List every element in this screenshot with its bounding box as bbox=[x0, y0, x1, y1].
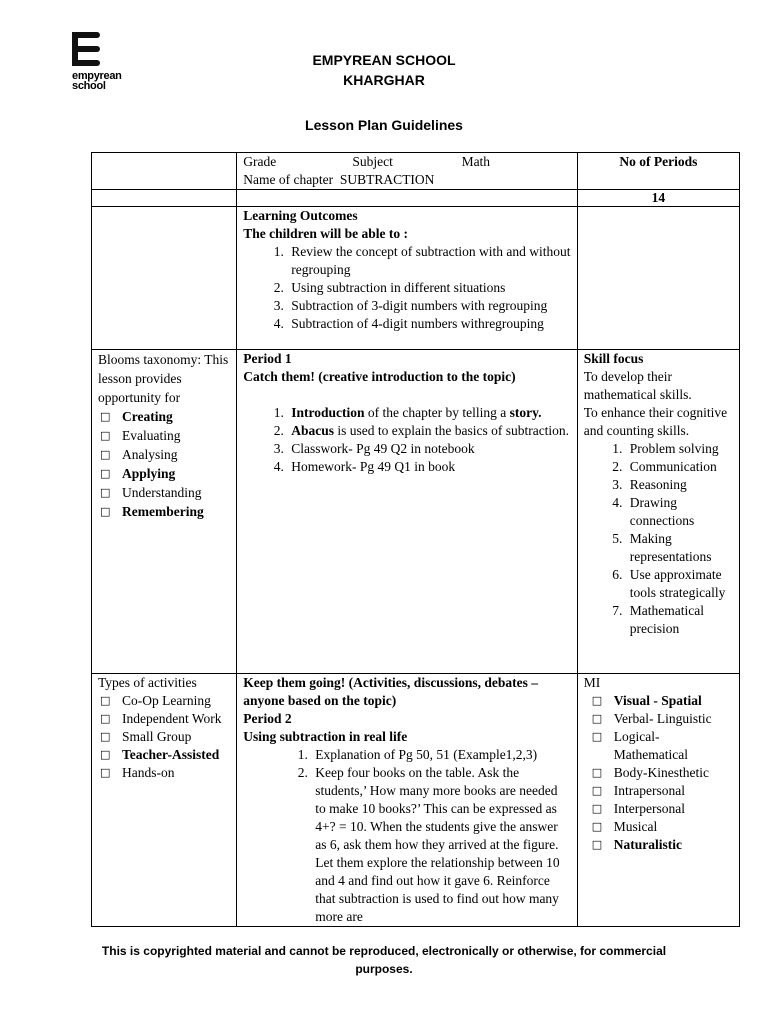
blooms-item: □ Evaluating bbox=[98, 426, 230, 445]
mi-item: □ Naturalistic bbox=[584, 836, 733, 854]
skill-focus-cell bbox=[577, 350, 739, 674]
mi-item: □ Visual - Spatial bbox=[584, 692, 733, 710]
skill-heading: Skill focus bbox=[583, 351, 644, 366]
period1-title: Period 1 bbox=[243, 351, 292, 366]
empty-cell bbox=[92, 190, 237, 207]
period2-row bbox=[92, 674, 740, 927]
school-name: EMPYREAN SCHOOL bbox=[312, 52, 456, 68]
grade-label: Grade bbox=[243, 154, 277, 169]
period1-row bbox=[92, 350, 740, 674]
activity-item: □ Teacher-Assisted bbox=[98, 746, 230, 764]
activities-cell bbox=[92, 674, 237, 927]
period1-item: 2. Abacus is used to explain the basics of subtraction. bbox=[287, 422, 571, 440]
outcome-item: 2. Using subtraction in different situations bbox=[287, 279, 571, 297]
activity-item: □ Co-Op Learning bbox=[98, 692, 230, 710]
outcome-item: 4. Subtraction of 4-digit numbers withregrouping bbox=[287, 315, 571, 333]
outcome-item: 3. Subtraction of 3-digit numbers with regrouping bbox=[287, 297, 571, 315]
skill-text: To enhance their cognitive and counting skills. bbox=[583, 405, 728, 438]
mi-item: □ Musical bbox=[584, 818, 733, 836]
mi-item: □ Verbal- Linguistic bbox=[584, 710, 733, 728]
empty-cell bbox=[92, 207, 237, 350]
blooms-item: □ Analysing bbox=[98, 445, 230, 464]
blooms-intro: Blooms taxonomy: This lesson provides opportunity for bbox=[98, 352, 229, 405]
mi-item: □ Intrapersonal bbox=[584, 782, 733, 800]
outcomes-subheading: The children will be able to : bbox=[243, 226, 408, 241]
skill-item: 5. Making representations bbox=[626, 530, 733, 566]
skill-item: 6. Use approximate tools strategically bbox=[626, 566, 733, 602]
period1-cell bbox=[237, 350, 578, 674]
logo-line-1: empyrean bbox=[72, 70, 122, 82]
outcomes-row bbox=[92, 207, 740, 350]
periods-label-cell: No of Periods bbox=[577, 153, 739, 190]
skill-item: 3. Reasoning bbox=[626, 476, 733, 494]
lesson-plan-table bbox=[91, 152, 740, 927]
activity-item: □ Small Group bbox=[98, 728, 230, 746]
skill-text: To develop their mathematical skills. bbox=[583, 369, 692, 402]
school-header bbox=[0, 50, 768, 90]
blooms-item: □ Applying bbox=[98, 464, 230, 483]
subject-value: Math bbox=[461, 154, 491, 169]
period2-item: 1. Explanation of Pg 50, 51 (Example1,2,3) bbox=[311, 746, 571, 764]
copyright-footer: This is copyrighted material and cannot be reproduced, electronically or otherwise, for commercial purposes. bbox=[101, 944, 667, 976]
skill-item: 2. Communication bbox=[626, 458, 733, 476]
blooms-item: □ Creating bbox=[98, 407, 230, 426]
chapter-label: Name of chapter bbox=[243, 172, 334, 187]
logo-line-2: school bbox=[72, 80, 106, 92]
mi-item: □ Interpersonal bbox=[584, 800, 733, 818]
header-row bbox=[92, 153, 740, 190]
blooms-item: □ Understanding bbox=[98, 483, 230, 502]
mi-item: □ Logical-Mathematical bbox=[584, 728, 733, 764]
skill-item: 7. Mathematical precision bbox=[626, 602, 733, 638]
blooms-item: □ Remembering bbox=[98, 502, 230, 521]
mi-item: □ Body-Kinesthetic bbox=[584, 764, 733, 782]
school-location: KHARGHAR bbox=[343, 72, 425, 88]
outcomes-heading: Learning Outcomes bbox=[243, 208, 358, 223]
empty-cell bbox=[92, 153, 237, 190]
mi-cell bbox=[577, 674, 739, 927]
page-title: Lesson Plan Guidelines bbox=[305, 117, 463, 133]
period2-subtitle: Using subtraction in real life bbox=[243, 729, 408, 744]
blooms-cell bbox=[92, 350, 237, 674]
skill-item: 4. Drawing connections bbox=[626, 494, 733, 530]
periods-value: 14 bbox=[577, 190, 739, 207]
mi-heading: MI bbox=[583, 675, 601, 690]
activities-heading: Types of activities bbox=[98, 675, 197, 690]
period2-title: Period 2 bbox=[243, 711, 292, 726]
period1-item: 4. Homework- Pg 49 Q1 in book bbox=[287, 458, 571, 476]
skill-item: 1. Problem solving bbox=[626, 440, 733, 458]
subject-label: Subject bbox=[352, 154, 393, 169]
empty-cell bbox=[237, 190, 578, 207]
period2-intro: Keep them going! (Activities, discussions, debates – anyone based on the topic) bbox=[243, 675, 538, 708]
empty-cell bbox=[577, 207, 739, 350]
activity-item: □ Hands-on bbox=[98, 764, 230, 782]
grade-subject-cell bbox=[237, 153, 578, 190]
period1-subtitle: Catch them! (creative introduction to the topic) bbox=[243, 369, 516, 384]
period1-item: 1. Introduction of the chapter by telling a story. bbox=[287, 404, 571, 422]
period1-item: 3. Classwork- Pg 49 Q2 in notebook bbox=[287, 440, 571, 458]
learning-outcomes-cell bbox=[237, 207, 578, 350]
outcome-item: 1. Review the concept of subtraction with and without regrouping bbox=[287, 243, 571, 279]
chapter-value: SUBTRACTION bbox=[339, 172, 435, 187]
period2-item: 2. Keep four books on the table. Ask the students,’ How many more books are needed to make 10 books?’ This can be expressed as 4+? = 10. When the students give the answer as 6, ask them how they arrived at the figure. Let them explore the relationship between 10 and 4 and find out how it gave 6. Reinforce that subtraction is used to find out how many more are bbox=[311, 764, 571, 926]
periods-row bbox=[92, 190, 740, 207]
activity-item: □ Independent Work bbox=[98, 710, 230, 728]
period2-cell bbox=[237, 674, 578, 927]
